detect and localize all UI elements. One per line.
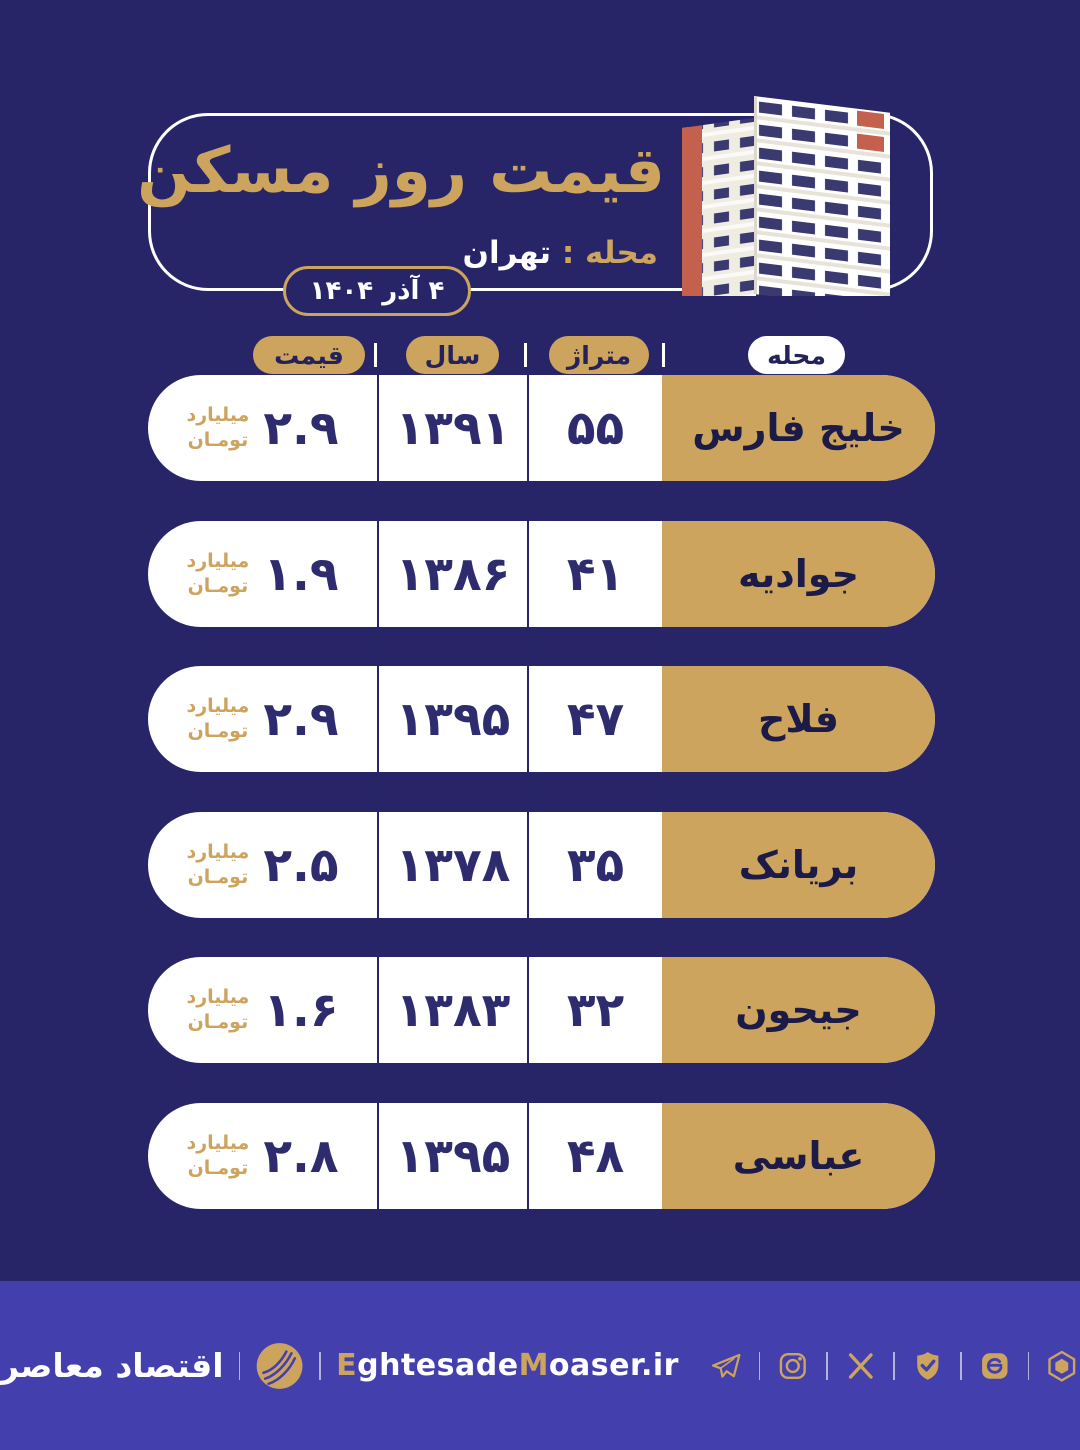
soroush-hexagon-icon[interactable] [1044, 1345, 1080, 1387]
year-value: ۱۳۹۵ [395, 1128, 511, 1184]
unit-line2: تومـان [187, 575, 249, 597]
price-unit [186, 403, 249, 452]
subtitle-label: محله : [561, 235, 658, 271]
building-photo [648, 80, 920, 298]
column-header-area: متراژ [549, 336, 649, 374]
year-cell [379, 957, 527, 1063]
neighborhood-cell: جیحون [662, 957, 935, 1063]
neighborhood-cell: عباسی [662, 1103, 935, 1209]
area-value: ۴۱ [566, 546, 625, 602]
area-cell [529, 957, 662, 1063]
year-value: ۱۳۸۶ [395, 546, 511, 602]
table-row [148, 521, 935, 627]
footer-separator [960, 1352, 962, 1380]
price-cell [148, 375, 377, 481]
bale-icon[interactable] [910, 1345, 946, 1387]
area-cell [529, 1103, 662, 1209]
table-row [148, 375, 935, 481]
price-value: ۲.۸ [263, 1128, 339, 1184]
telegram-icon[interactable] [708, 1345, 744, 1387]
building-right-tower [754, 96, 890, 298]
table-row [148, 666, 935, 772]
year-cell [379, 1103, 527, 1209]
unit-line2: تومـان [187, 720, 249, 742]
column-separator [524, 343, 527, 367]
year-value: ۱۳۸۳ [395, 982, 511, 1038]
footer-bar [0, 1281, 1080, 1450]
table-row [148, 957, 935, 1063]
instagram-icon[interactable] [775, 1345, 811, 1387]
unit-line2: تومـان [187, 1011, 249, 1033]
table-row [148, 812, 935, 918]
price-value: ۲.۵ [263, 837, 339, 893]
unit-line2: تومـان [187, 866, 249, 888]
year-value: ۱۳۹۱ [395, 400, 511, 456]
price-value: ۱.۹ [263, 546, 339, 602]
url-part: oaser.ir [548, 1348, 679, 1383]
footer-separator [893, 1352, 895, 1380]
brand-name-fa: اقتصاد معاصر [0, 1346, 224, 1385]
price-value: ۲.۹ [263, 691, 339, 747]
area-value: ۴۷ [566, 691, 625, 747]
year-value: ۱۳۷۸ [395, 837, 511, 893]
url-part: M [518, 1348, 549, 1383]
neighborhood-cell: بریانک [662, 812, 935, 918]
unit-line1: میلیارد [186, 550, 250, 573]
subtitle [463, 235, 658, 271]
subtitle-value: تهران [462, 235, 552, 271]
neighborhood-cell: خلیج فارس [662, 375, 935, 481]
price-cell [148, 812, 377, 918]
year-cell [379, 812, 527, 918]
area-value: ۳۵ [566, 837, 625, 893]
price-unit [186, 1131, 249, 1180]
neighborhood-cell: جوادیه [662, 521, 935, 627]
price-value: ۱.۶ [263, 982, 339, 1038]
unit-line1: میلیارد [186, 986, 250, 1009]
price-cell [148, 957, 377, 1063]
unit-line1: میلیارد [186, 404, 250, 427]
unit-line2: تومـان [187, 1157, 249, 1179]
url-part: E [336, 1348, 358, 1383]
building-left-tower [682, 118, 756, 298]
price-cell [148, 521, 377, 627]
brand-logo-icon [255, 1337, 304, 1395]
unit-line1: میلیارد [186, 841, 250, 864]
year-cell [379, 521, 527, 627]
price-unit [186, 549, 249, 598]
price-unit [186, 985, 249, 1034]
price-unit [186, 840, 249, 889]
price-value: ۲.۹ [263, 400, 339, 456]
column-header-neighborhood: محله [748, 336, 845, 374]
year-value: ۱۳۹۵ [395, 691, 511, 747]
area-cell [529, 666, 662, 772]
area-cell [529, 521, 662, 627]
unit-line2: تومـان [187, 429, 249, 451]
footer-separator [759, 1352, 761, 1380]
url-part: ghtesade [357, 1348, 519, 1383]
footer-separator [826, 1352, 828, 1380]
area-value: ۴۸ [566, 1128, 625, 1184]
unit-line1: میلیارد [186, 695, 250, 718]
column-separator [662, 343, 665, 367]
unit-line1: میلیارد [186, 1132, 250, 1155]
website-url[interactable] [336, 1348, 679, 1383]
x-twitter-icon[interactable] [843, 1345, 879, 1387]
year-cell [379, 666, 527, 772]
footer-separator [319, 1352, 321, 1380]
page-title: قیمت روز مسکن [137, 134, 665, 207]
table-row [148, 1103, 935, 1209]
year-cell [379, 375, 527, 481]
price-unit [186, 694, 249, 743]
area-cell [529, 375, 662, 481]
neighborhood-cell: فلاح [662, 666, 935, 772]
price-cell [148, 1103, 377, 1209]
column-header-year: سال [406, 336, 499, 374]
footer-separator [239, 1352, 241, 1380]
eitaa-icon[interactable] [977, 1345, 1013, 1387]
column-header-price: قیمت [253, 336, 365, 374]
area-value: ۵۵ [566, 400, 625, 456]
price-cell [148, 666, 377, 772]
area-value: ۳۲ [566, 982, 625, 1038]
area-cell [529, 812, 662, 918]
column-separator [374, 343, 377, 367]
footer-separator [1028, 1352, 1030, 1380]
date-badge: ۴ آذر ۱۴۰۴ [283, 266, 471, 316]
